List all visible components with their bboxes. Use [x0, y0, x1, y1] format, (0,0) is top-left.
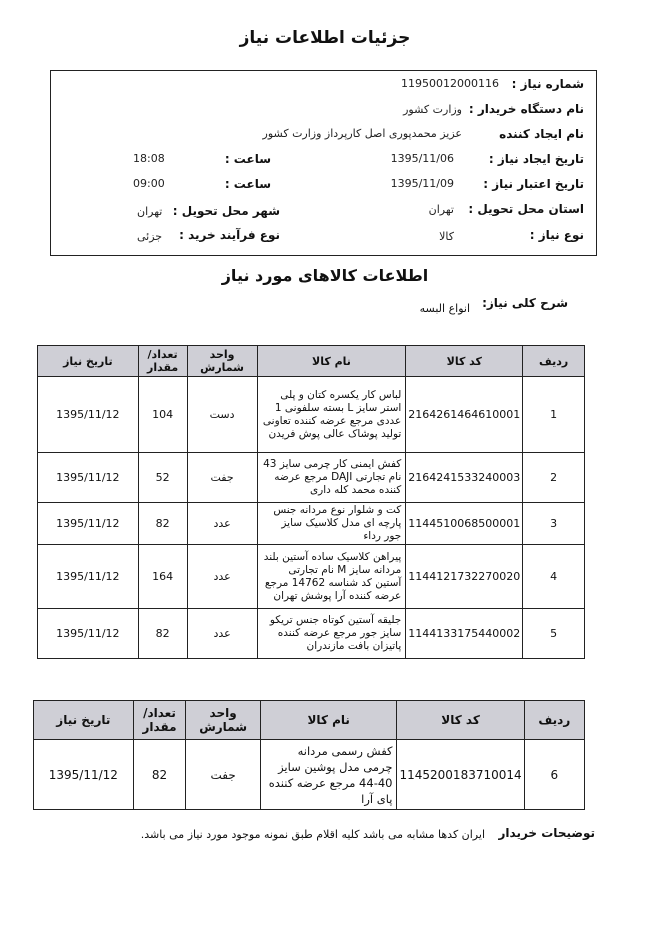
province-label: استان محل تحویل : — [468, 202, 584, 216]
row-number: 5 — [523, 609, 585, 659]
item-date: 1395/11/12 — [38, 609, 139, 659]
valid-date: 1395/11/09 — [390, 177, 454, 190]
item-date: 1395/11/12 — [38, 377, 139, 453]
table-row — [38, 609, 585, 659]
item-name: پیراهن کلاسیک ساده آستین بلند مردانه سایز M نام تجارتی آستین کد شناسه 14762 مرجع عرضه کننده آرا پوشش تهران — [257, 545, 406, 609]
table-row — [38, 545, 585, 609]
created-date: 1395/11/06 — [390, 152, 454, 165]
created-time-label: ساعت : — [224, 152, 271, 166]
header-qty: تعداد/ مقدار — [133, 701, 186, 740]
purchase-type-label: نوع فرآیند خرید : — [179, 228, 280, 242]
row-number: 1 — [523, 377, 585, 453]
item-qty: 164 — [138, 545, 187, 609]
item-qty: 52 — [138, 453, 187, 503]
valid-time-label: ساعت : — [224, 177, 271, 191]
goods-section-title: اطلاعات کالاهای مورد نیاز — [221, 266, 429, 285]
city-label: شهر محل تحویل : — [172, 204, 280, 218]
item-name: کت و شلوار نوع مردانه جنس پارچه ای مدل کلاسیک سایز جور رداء — [257, 503, 406, 545]
buyer-notes-label: توضیحات خریدار — [498, 826, 595, 840]
need-info-box — [50, 70, 597, 256]
header-unit: واحد شمارش — [187, 346, 257, 377]
goods-table-continued — [33, 700, 585, 810]
header-date: تاریخ نیاز — [34, 701, 134, 740]
item-unit: جفت — [187, 453, 257, 503]
row-number: 4 — [523, 545, 585, 609]
item-code: 1144510068500001 — [406, 503, 523, 545]
header-row-number: ردیف — [523, 346, 585, 377]
city: تهران — [137, 205, 163, 218]
header-unit: واحد شمارش — [186, 701, 261, 740]
created-date-label: تاریخ ایجاد نیاز : — [488, 152, 584, 166]
purchase-type: جزئی — [137, 230, 163, 243]
table-row — [38, 503, 585, 545]
province: تهران — [428, 203, 454, 216]
item-code: 2164261464610001 — [406, 377, 523, 453]
table-row — [38, 453, 585, 503]
general-description: انواع البسه — [419, 302, 470, 315]
item-code: 1145200183710014 — [397, 740, 524, 810]
table-row — [38, 377, 585, 453]
valid-time: 09:00 — [133, 177, 165, 190]
row-number: 6 — [524, 740, 584, 810]
buyer-notes: ایران کدها مشابه می باشد کلیه اقلام طبق نمونه موجود مورد نیاز می باشد. — [140, 828, 485, 841]
item-name: لباس کار یکسره کتان و پلی استر سایز L بسته سلفونی 1 عددی مرجع عرضه کننده تعاونی تولید پوشاک عالی پوش فریدن — [257, 377, 406, 453]
need-type: کالا — [439, 230, 454, 243]
item-code: 2164241533240003 — [406, 453, 523, 503]
need-number: 11950012000116 — [401, 77, 499, 90]
item-unit: عدد — [187, 503, 257, 545]
header-code: کد کالا — [397, 701, 524, 740]
goods-table — [37, 345, 585, 659]
buyer-label: نام دستگاه خریدار : — [468, 102, 584, 116]
header-date: تاریخ نیاز — [38, 346, 139, 377]
header-name: نام کالا — [257, 346, 406, 377]
item-date: 1395/11/12 — [38, 503, 139, 545]
item-unit: جفت — [186, 740, 261, 810]
row-number: 2 — [523, 453, 585, 503]
valid-date-label: تاریخ اعتبار نیاز : — [483, 177, 584, 191]
table-row — [34, 740, 585, 810]
header-row-number: ردیف — [524, 701, 584, 740]
created-time: 18:08 — [133, 152, 165, 165]
item-code: 1144133175440002 — [406, 609, 523, 659]
need-number-label: شماره نیاز : — [511, 77, 584, 91]
item-name: کفش ایمنی کار چرمی سایز 43 نام تجارتی DAJI مرجع عرضه کننده محمد کله داری — [257, 453, 406, 503]
creator: عزیز محمدپوری اصل کارپرداز وزارت کشور — [262, 127, 462, 140]
general-description-label: شرح کلی نیاز: — [482, 296, 568, 310]
header-code: کد کالا — [406, 346, 523, 377]
table-header-row — [38, 346, 585, 377]
item-date: 1395/11/12 — [38, 545, 139, 609]
item-qty: 104 — [138, 377, 187, 453]
item-date: 1395/11/12 — [38, 453, 139, 503]
item-name: کفش رسمی مردانه چرمی مدل پوشین سایز 40-44 مرجع عرضه کننده پای آرا — [260, 740, 397, 810]
item-qty: 82 — [138, 503, 187, 545]
buyer: وزارت کشور — [403, 103, 462, 116]
creator-label: نام ایجاد کننده — [499, 127, 584, 141]
item-unit: عدد — [187, 609, 257, 659]
item-qty: 82 — [138, 609, 187, 659]
item-qty: 82 — [133, 740, 186, 810]
table-header-row — [34, 701, 585, 740]
item-unit: دست — [187, 377, 257, 453]
item-date: 1395/11/12 — [34, 740, 134, 810]
header-name: نام کالا — [260, 701, 397, 740]
item-unit: عدد — [187, 545, 257, 609]
item-name: جلیقه آستین کوتاه جنس تریکو سایز جور مرجع عرضه کننده پاتیزان بافت مازندران — [257, 609, 406, 659]
need-type-label: نوع نیاز : — [529, 228, 584, 242]
header-qty: تعداد/ مقدار — [138, 346, 187, 377]
row-number: 3 — [523, 503, 585, 545]
page-title: جزئیات اطلاعات نیاز — [239, 28, 411, 48]
item-code: 1144121732270020 — [406, 545, 523, 609]
